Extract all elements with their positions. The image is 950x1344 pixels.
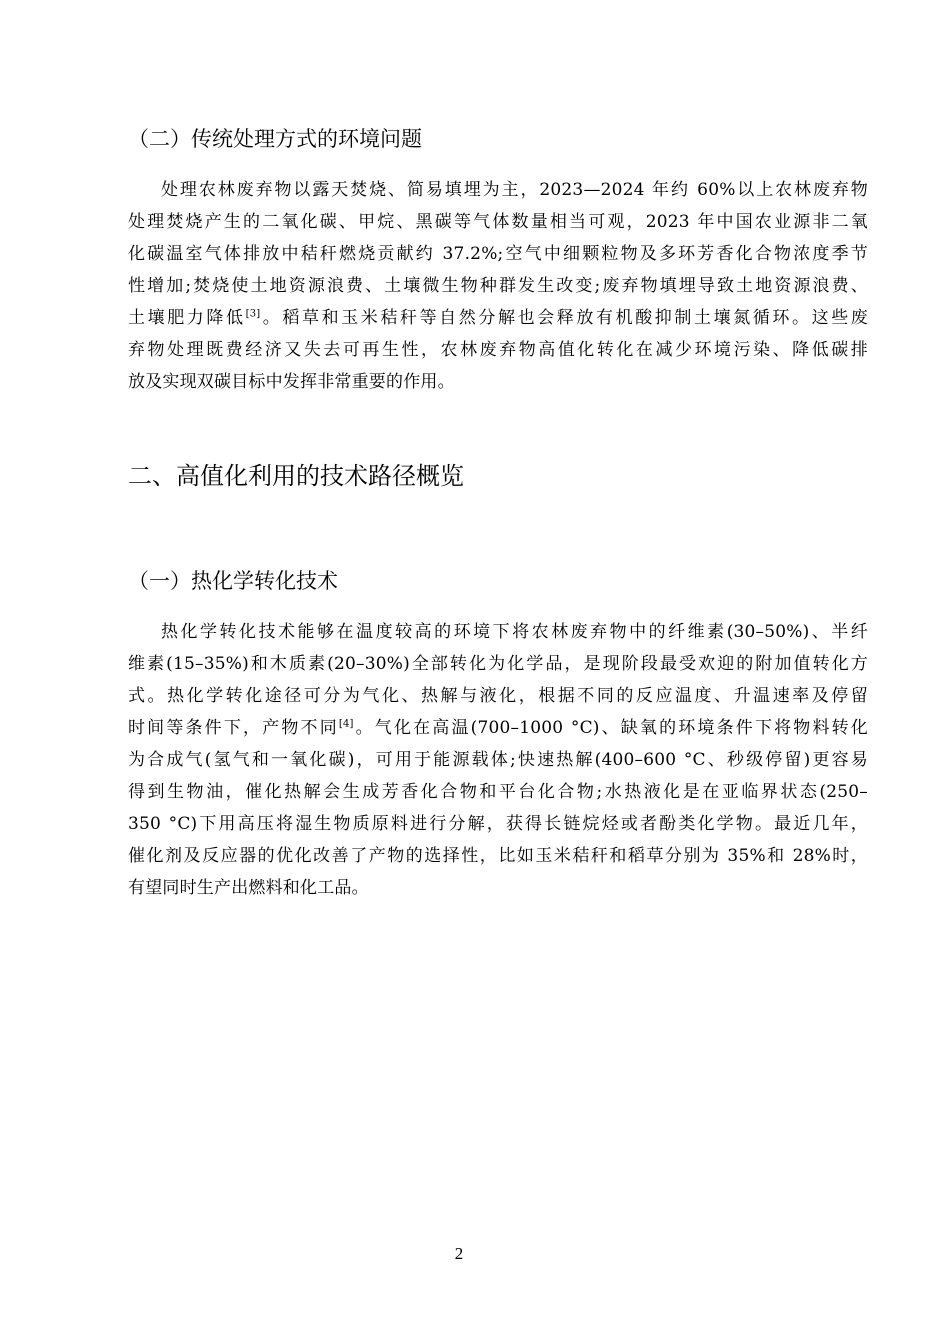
line-segment: 时间等条件下，产物不同	[128, 718, 339, 738]
paragraph-line: 催化剂及反应器的优化改善了产物的选择性，比如玉米秸秆和稻草分别为 35%和 28%时，	[128, 846, 868, 866]
section-heading-thermochemical: （一）热化学转化技术	[128, 569, 338, 593]
paragraph-line: 维素(15–35%)和木质素(20–30%)全部转化为化学品，是现阶段最受欢迎的附加值转化方	[128, 654, 868, 674]
citation-3: [3]	[245, 308, 261, 320]
section-heading-tech-pathways: 二、高值化利用的技术路径概览	[128, 462, 464, 490]
paragraph-environmental-issues	[128, 174, 868, 398]
paragraph-line: 放及实现双碳目标中发挥非常重要的作用。	[128, 372, 455, 392]
paragraph-line	[128, 302, 868, 334]
paragraph-line: 热化学转化技术能够在温度较高的环境下将农林废弃物中的纤维素(30–50%)、半纤	[161, 622, 868, 642]
section-heading-traditional-treatment: （二）传统处理方式的环境问题	[128, 127, 422, 151]
paragraph-thermochemical	[128, 616, 868, 904]
paragraph-line: 为合成气(氢气和一氧化碳)，可用于能源载体;快速热解(400–600 °C、秒级停留)更容易	[128, 750, 868, 770]
paragraph-line: 化碳温室气体排放中秸秆燃烧贡献约 37.2%;空气中细颗粒物及多环芳香化合物浓度季节	[128, 244, 868, 264]
paragraph-line: 有望同时生产出燃料和化工品。	[128, 878, 369, 898]
paragraph-line: 性增加;焚烧使土地资源浪费、土壤微生物种群发生改变;废弃物填埋导致土地资源浪费、	[128, 276, 868, 296]
line-segment: 土壤肥力降低	[128, 308, 246, 328]
line-segment: 。稻草和玉米秸秆等自然分解也会释放有机酸抑制土壤氮循环。这些废	[260, 308, 868, 328]
line-segment: 。气化在高温(700–1000 °C)、缺氧的环境条件下将物料转化	[353, 718, 868, 738]
page-number: 2	[454, 1244, 464, 1263]
paragraph-line: 式。热化学转化途径可分为气化、热解与液化，根据不同的反应温度、升温速率及停留	[128, 686, 868, 706]
paragraph-line: 350 °C)下用高压将湿生物质原料进行分解，获得长链烷烃或者酚类化学物。最近几年，	[128, 814, 868, 834]
paragraph-line: 得到生物油，催化热解会生成芳香化合物和平台化合物;水热液化是在亚临界状态(250–	[128, 782, 868, 802]
citation-4: [4]	[338, 718, 354, 730]
paragraph-line: 处理焚烧产生的二氧化碳、甲烷、黑碳等气体数量相当可观，2023 年中国农业源非二氧	[128, 212, 868, 232]
paragraph-line: 处理农林废弃物以露天焚烧、简易填埋为主，2023—2024 年约 60%以上农林废弃物	[161, 180, 868, 200]
paragraph-line	[128, 712, 868, 744]
paragraph-line: 弃物处理既费经济又失去可再生性，农林废弃物高值化转化在减少环境污染、降低碳排	[128, 340, 868, 360]
